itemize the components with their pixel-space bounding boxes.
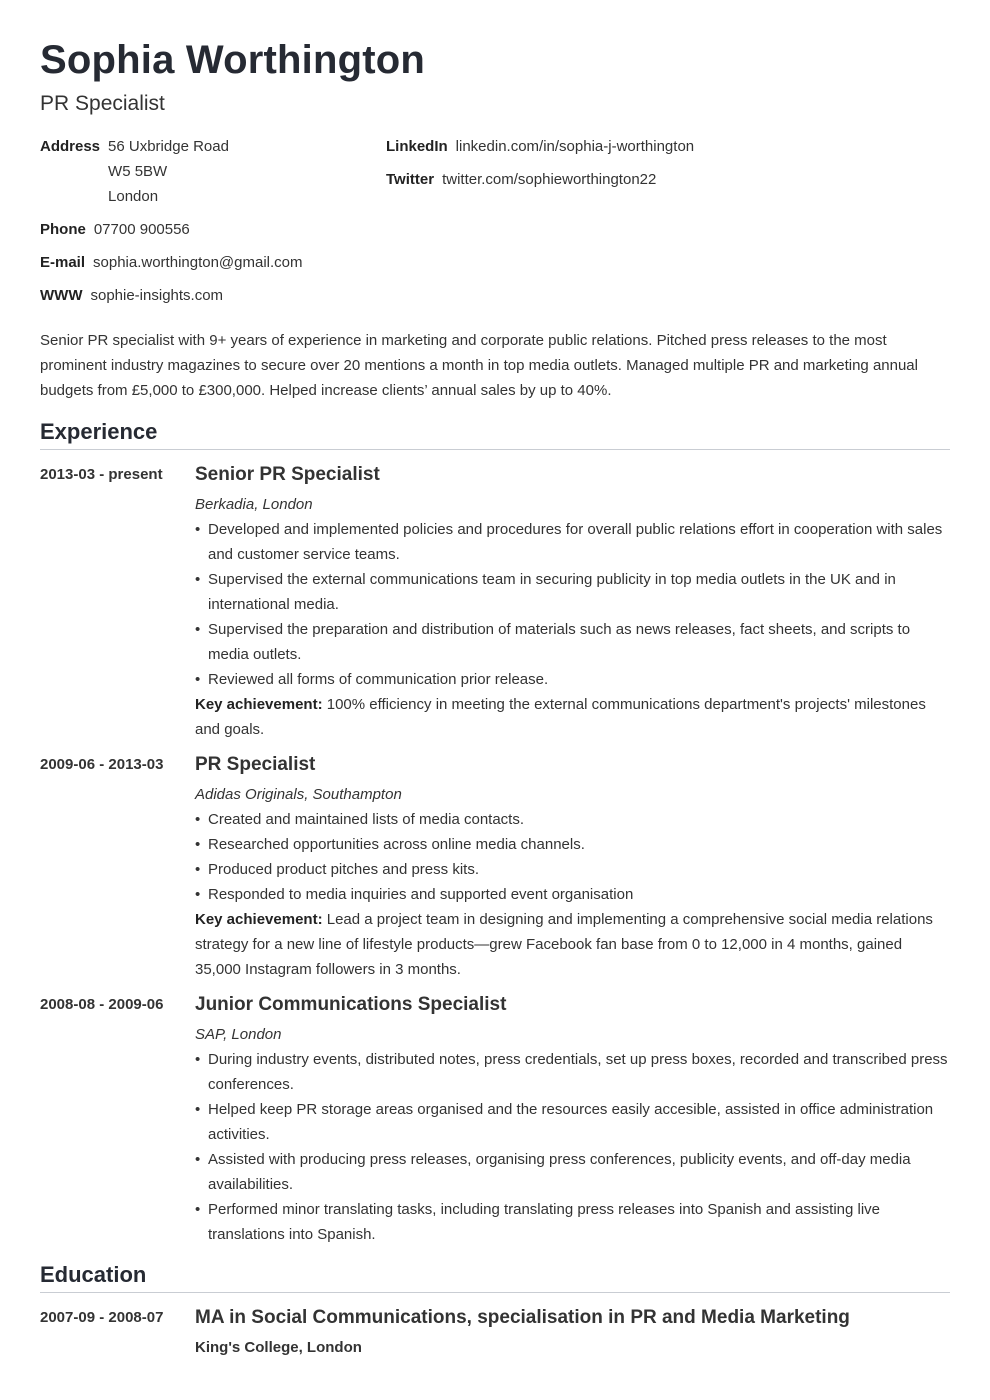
contact-www: [40, 283, 370, 308]
phone-label: Phone: [40, 221, 86, 238]
job-dates: 2008-08 - 2009-06: [40, 996, 164, 1013]
job-bullet: • Performed minor translating tasks, including translating press releases into Spanish and assisting live translations into Spanish.: [195, 1197, 950, 1247]
twitter-label: Twitter: [386, 171, 435, 188]
job-bullet: • Supervised the preparation and distribution of materials such as news releases, fact sheets, and scripts to media outlets.: [195, 617, 950, 667]
experience-heading: Experience: [40, 419, 158, 444]
job-company: SAP, London: [195, 1026, 282, 1043]
job-bullet: • Assisted with producing press releases, organising press conferences, publicity events, and off-day media availabilities.: [195, 1147, 950, 1197]
job-role: Junior Communications Specialist: [195, 994, 507, 1015]
job-body: [195, 748, 950, 982]
job-body: [195, 458, 950, 742]
job-bullet: • Developed and implemented policies and procedures for overall public relations effort in cooperation with sales and customer service teams.: [195, 517, 950, 567]
key-achievement: [195, 907, 950, 982]
email-label: E-mail: [40, 254, 86, 271]
key-achievement-label: Key achievement:: [195, 696, 323, 713]
education-school: King's College, London: [195, 1339, 362, 1356]
job-company: Adidas Originals, Southampton: [195, 786, 402, 803]
profile-summary: Senior PR specialist with 9+ years of experience in marketing and corporate public relations. Pitched press releases to the most prominent industry magazines to secure over 20 mentions a month in top media outlets. Managed multiple PR and marketing annual budgets from £5,000 to £300,000. Helped increase clients’ annual sales by up to 40%.: [40, 332, 918, 399]
education-heading: Education: [40, 1262, 147, 1287]
job-bullet: • Supervised the external communications team in securing publicity in top media outlets in the UK and in international media.: [195, 567, 950, 617]
job-bullet: • Produced product pitches and press kits.: [195, 857, 950, 882]
contact-address: [40, 134, 370, 209]
education-section-header: [40, 1260, 950, 1293]
email-value: sophia.worthington@gmail.com: [93, 254, 303, 271]
job-bullet: • Reviewed all forms of communication prior release.: [195, 667, 950, 692]
linkedin-value: linkedin.com/in/sophia-j-worthington: [455, 138, 695, 155]
address-line: London: [108, 188, 159, 205]
education-degree: MA in Social Communications, specialisation in PR and Media Marketing: [195, 1307, 850, 1328]
key-achievement-text: 100% efficiency in meeting the external communications department's projects' milestones and goals.: [195, 696, 926, 738]
job-bullet: • Researched opportunities across online media channels.: [195, 832, 950, 857]
contact-details-right: [386, 134, 946, 200]
job-bullet: • Helped keep PR storage areas organised and the resources easily accesible, assisted in office administration activities.: [195, 1097, 950, 1147]
job-role: PR Specialist: [195, 754, 316, 775]
address-line: W5 5BW: [108, 163, 168, 180]
key-achievement-text: Lead a project team in designing and implementing a comprehensive social media relations strategy for a new line of lifestyle products—grew Facebook fan base from 0 to 12,000 in 4 months, gained 35,000 Instagram followers in 3 months.: [195, 911, 933, 978]
contact-twitter: [386, 167, 946, 192]
contact-linkedin: [386, 134, 946, 159]
key-achievement-label: Key achievement:: [195, 911, 323, 928]
job-bullet: • Responded to media inquiries and supported event organisation: [195, 882, 950, 907]
contact-phone: [40, 217, 370, 242]
address-line: 56 Uxbridge Road: [108, 138, 229, 155]
job-bullet: • Created and maintained lists of media contacts.: [195, 807, 950, 832]
www-value: sophie-insights.com: [90, 287, 224, 304]
job-bullets: [195, 517, 950, 692]
job-role: Senior PR Specialist: [195, 464, 380, 485]
job-company: Berkadia, London: [195, 496, 313, 513]
job-title: PR Specialist: [40, 92, 165, 115]
job-bullets: [195, 807, 950, 907]
twitter-value: twitter.com/sophieworthington22: [442, 171, 657, 188]
job-dates: 2013-03 - present: [40, 466, 163, 483]
experience-section-header: [40, 417, 950, 450]
candidate-name: Sophia Worthington: [40, 38, 426, 82]
address-value: [108, 134, 229, 209]
linkedin-label: LinkedIn: [386, 138, 448, 155]
www-label: WWW: [40, 287, 83, 304]
job-bullet: • During industry events, distributed notes, press credentials, set up press boxes, recorded and transcribed press conferences.: [195, 1047, 950, 1097]
address-label: Address: [40, 138, 101, 155]
contact-details-left: [40, 134, 370, 316]
education-dates: 2007-09 - 2008-07: [40, 1309, 164, 1326]
education-body: [195, 1301, 950, 1360]
phone-value: 07700 900556: [93, 221, 190, 238]
job-bullets: [195, 1047, 950, 1247]
job-body: [195, 988, 950, 1247]
contact-email: [40, 250, 370, 275]
key-achievement: [195, 692, 950, 742]
job-dates: 2009-06 - 2013-03: [40, 756, 164, 773]
